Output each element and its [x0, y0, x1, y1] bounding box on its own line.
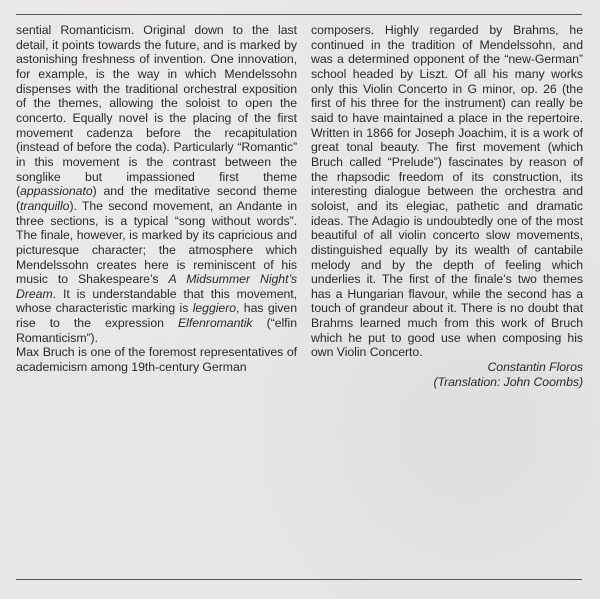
top-rule: [16, 14, 582, 15]
italic-term: Elfenromantik: [178, 316, 253, 331]
right-text-column: [311, 23, 583, 389]
italic-term: tranquillo: [20, 198, 70, 213]
left-text-column: [16, 23, 297, 375]
translation-credit: (Translation: John Coombs): [433, 374, 583, 389]
text-run: ). The second movement, an Andante in three sections, is a typical “song without words”. The finale, however, is marked by its capricious and picturesque character; the atmosphere which Mendelssohn creates here is reminiscent of his music to Shakespeare’s: [16, 198, 297, 287]
left-paragraph-mendelssohn: [16, 23, 297, 345]
text-run: , has given rise to the expression: [16, 301, 297, 331]
italic-title: A Midsummer Night’s Dream: [16, 272, 298, 301]
left-paragraph-bruch: Max Bruch is one of the foremost representatives of academicism among 19th-century German: [16, 345, 297, 375]
italic-term: leggiero: [192, 301, 237, 316]
text-run: sential Romanticism. Original down to the last detail, it points towards the future, and is marked by astonishing freshness of invention. One innovation, for example, is the way in which Mendelssohn dispenses with the traditional orchestral exposition of the themes, allowing the soloist to open the concerto. Equally novel is the placing of the first movement cadenza before the recapitulation (instead of before the coda). Particularly “Romantic” in this movement is the contrast between the songlike but impassioned first theme (: [16, 23, 297, 199]
text-run: . It is understandable that this movement, whose characteristic marking is: [16, 286, 297, 316]
text-run: ) and the meditative second theme (: [16, 184, 297, 213]
right-paragraph-bruch: composers. Highly regarded by Brahms, he continued in the tradition of Mendelssohn, and was a determined opponent of the “new-German” school headed by Liszt. Of all his many works only this Violin Concerto in G minor, op. 26 (the first of his three for the instrument) can really be said to have maintained a place in the repertoire. Written in 1866 for Joseph Joachim, it is a work of great tonal beauty. The first movement (which Bruch called “Prelude”) fascinates by reason of the rhapsodic freedom of its construction, its interesting dialogue between the orchestra and soloist, and its elegiac, pathetic and dramatic ideas. The Adagio is undoubtedly one of the most beautiful of all violin concerto slow movements, distinguished equally by its wealth of cantabile melody and by the depth of feeling which underlies it. The first of the finale’s two themes has a Hungarian flavour, while the second has a touch of grandeur about it. There is no doubt that Brahms learned much from this work of Bruch which he put to good use when composing his own Violin Concerto.: [311, 23, 583, 360]
author-name: Constantin Floros: [487, 360, 583, 375]
italic-term: appassionato: [20, 184, 93, 199]
bottom-rule: [16, 579, 582, 580]
text-run: (“elfin Romanticism”).: [16, 316, 298, 345]
